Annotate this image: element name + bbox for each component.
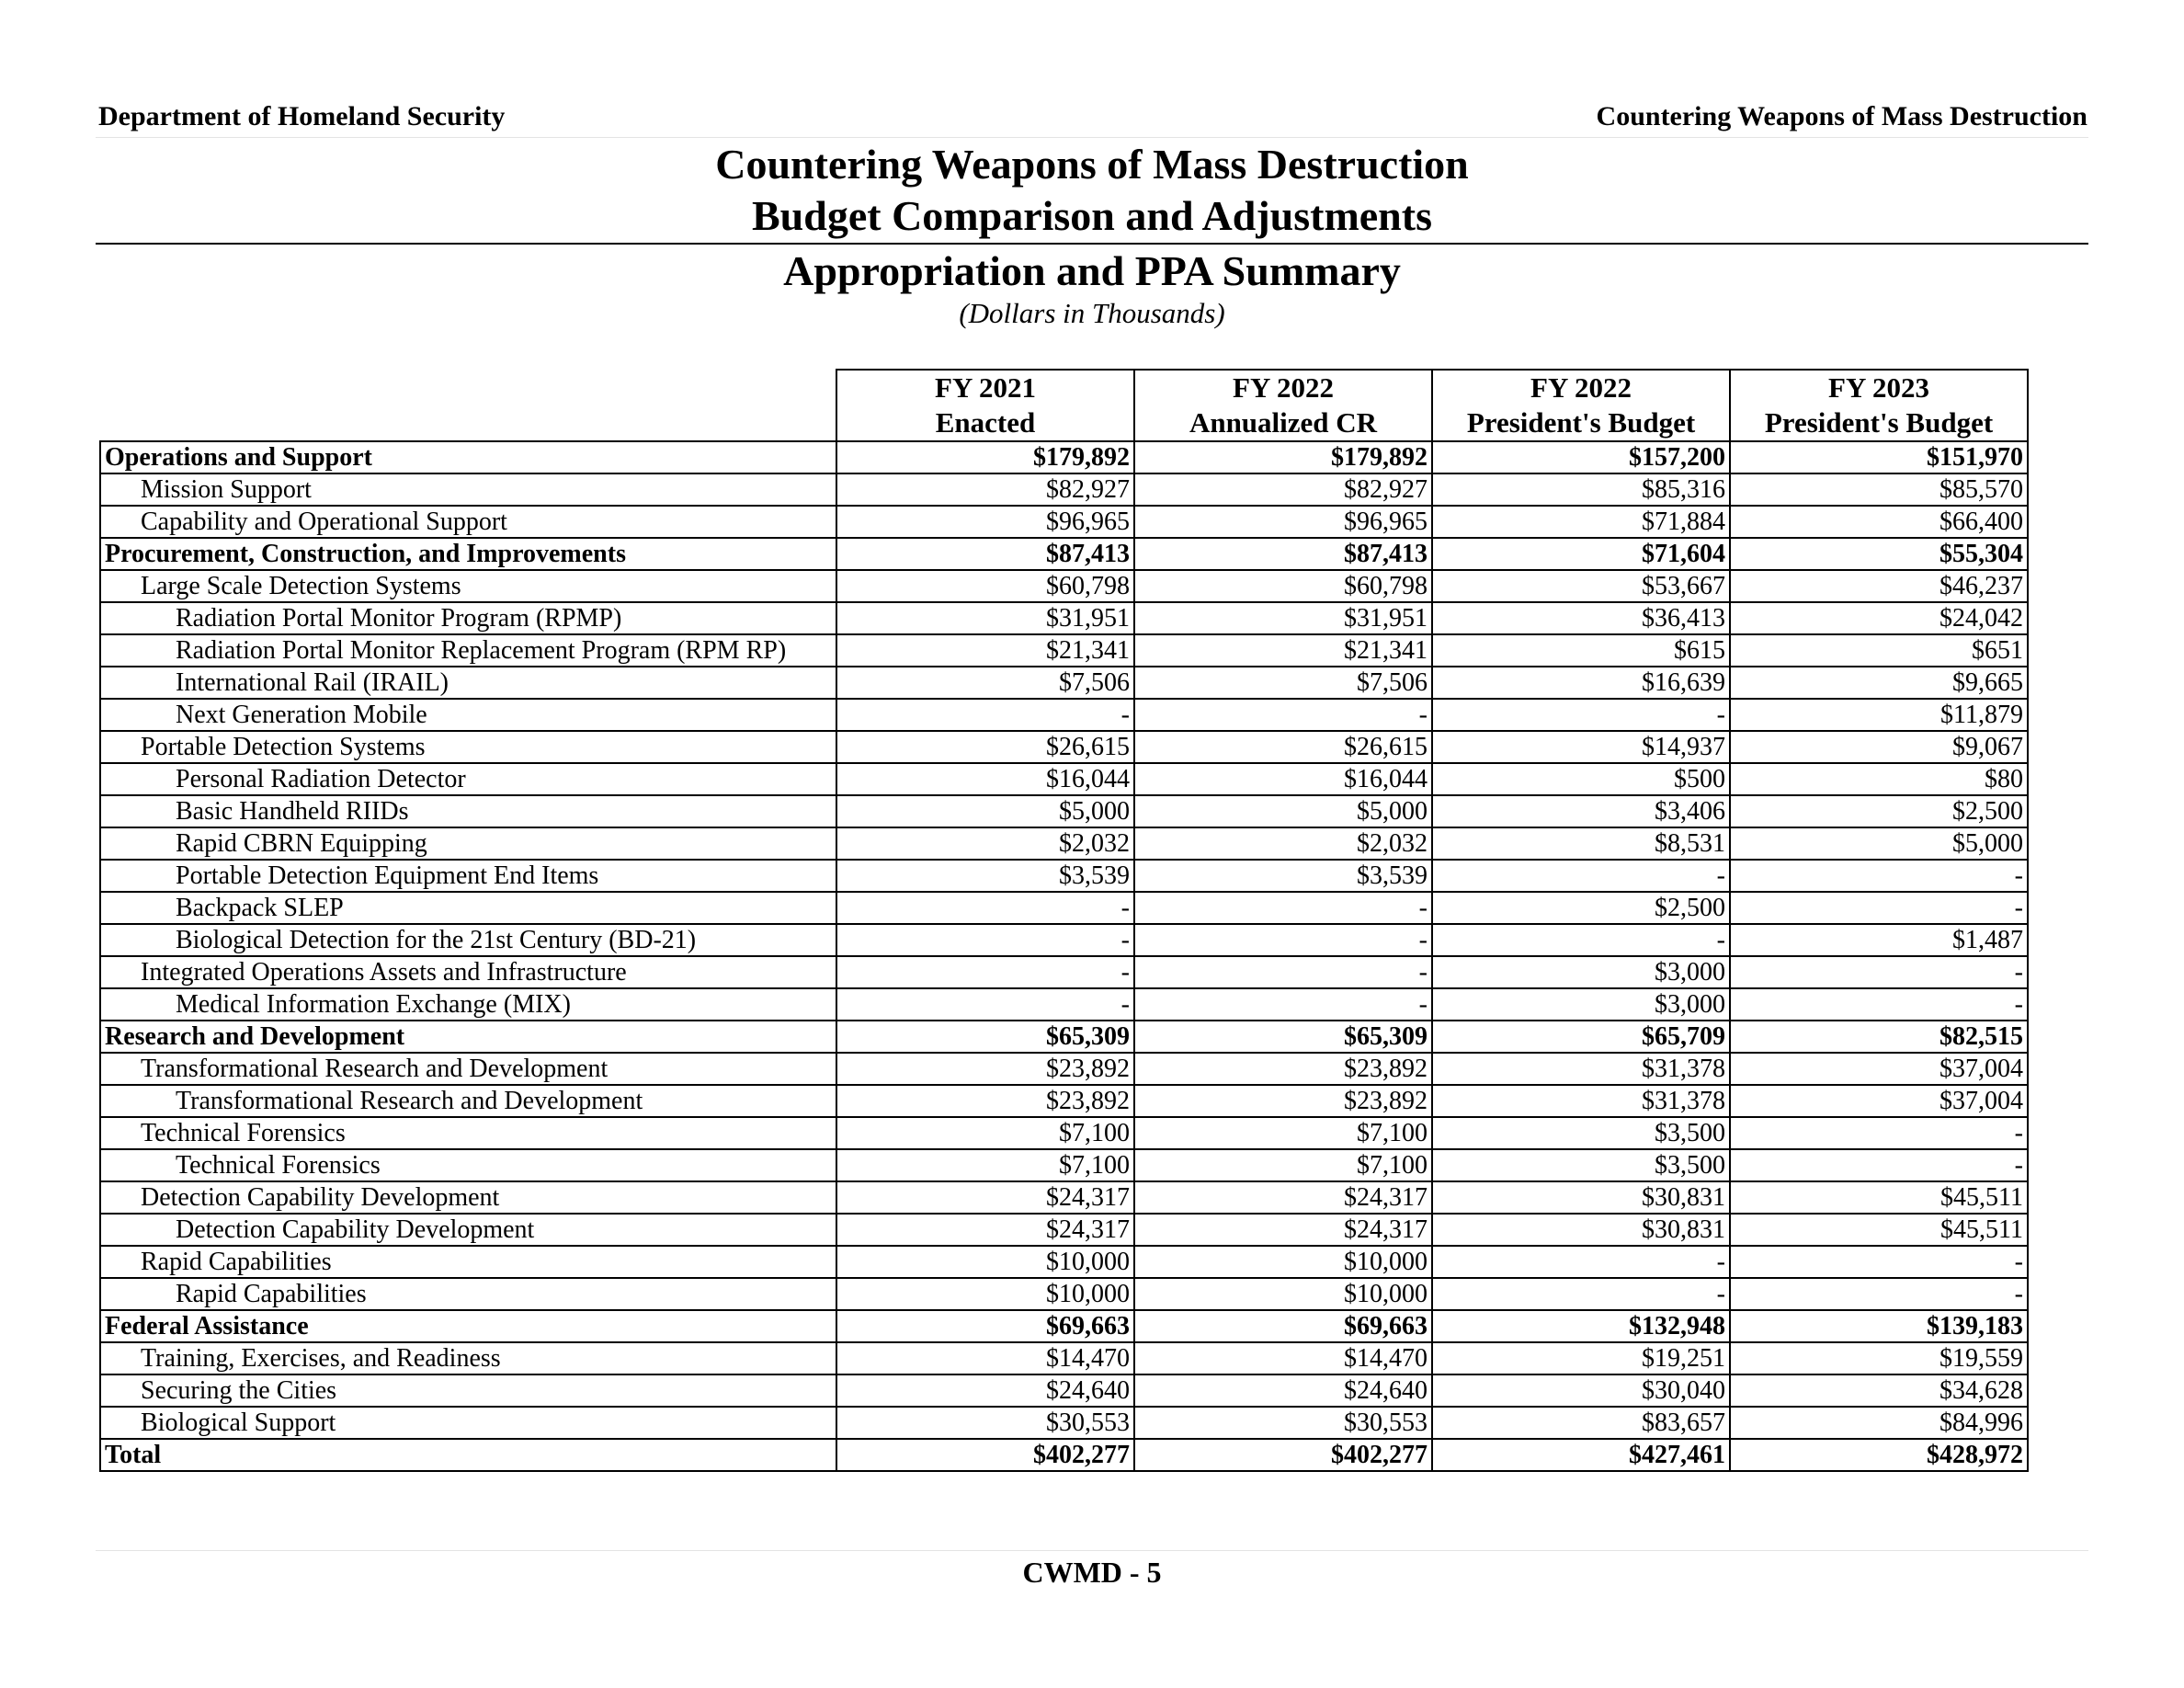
amount-cell: $45,511 bbox=[1730, 1214, 2028, 1246]
row-label: Radiation Portal Monitor Replacement Program (RPM RP) bbox=[100, 634, 836, 667]
amount-cell: $24,640 bbox=[836, 1374, 1134, 1407]
table-row bbox=[100, 667, 2028, 699]
amount-cell: $24,317 bbox=[1134, 1181, 1432, 1214]
amount-cell: - bbox=[1134, 699, 1432, 731]
amount-cell: $24,042 bbox=[1730, 602, 2028, 634]
amount-cell: $84,996 bbox=[1730, 1407, 2028, 1439]
amount-cell: $139,183 bbox=[1730, 1310, 2028, 1342]
amount-cell: $5,000 bbox=[1730, 827, 2028, 860]
table-row bbox=[100, 1246, 2028, 1278]
amount-cell: $24,640 bbox=[1134, 1374, 1432, 1407]
amount-cell: $3,500 bbox=[1432, 1149, 1730, 1181]
amount-cell: - bbox=[836, 956, 1134, 988]
section-title: Appropriation and PPA Summary bbox=[783, 247, 1401, 294]
amount-cell: - bbox=[836, 988, 1134, 1021]
table-row bbox=[100, 1439, 2028, 1471]
amount-cell: $427,461 bbox=[1432, 1439, 1730, 1471]
amount-cell: $24,317 bbox=[836, 1214, 1134, 1246]
amount-cell: $69,663 bbox=[1134, 1310, 1432, 1342]
table-row bbox=[100, 441, 2028, 473]
header-component: Countering Weapons of Mass Destruction bbox=[1596, 101, 2087, 131]
row-label: Operations and Support bbox=[100, 441, 836, 473]
row-label: Integrated Operations Assets and Infrastructure bbox=[100, 956, 836, 988]
table-row bbox=[100, 795, 2028, 827]
amount-cell: $65,309 bbox=[1134, 1021, 1432, 1053]
amount-cell: $7,100 bbox=[1134, 1149, 1432, 1181]
amount-cell: $96,965 bbox=[836, 506, 1134, 538]
amount-cell: $151,970 bbox=[1730, 441, 2028, 473]
amount-cell: $85,316 bbox=[1432, 473, 1730, 506]
amount-cell: $21,341 bbox=[836, 634, 1134, 667]
column-header bbox=[836, 370, 1134, 441]
amount-cell: $2,500 bbox=[1730, 795, 2028, 827]
amount-cell: $87,413 bbox=[1134, 538, 1432, 570]
amount-cell: $2,032 bbox=[836, 827, 1134, 860]
amount-cell: - bbox=[836, 699, 1134, 731]
row-label: Detection Capability Development bbox=[100, 1181, 836, 1214]
column-header-year: FY 2022 bbox=[1233, 371, 1334, 404]
amount-cell: $80 bbox=[1730, 763, 2028, 795]
amount-cell: $1,487 bbox=[1730, 924, 2028, 956]
table-row bbox=[100, 570, 2028, 602]
table-row bbox=[100, 892, 2028, 924]
amount-cell: - bbox=[1432, 924, 1730, 956]
amount-cell: $26,615 bbox=[836, 731, 1134, 763]
column-header-year: FY 2023 bbox=[1828, 371, 1929, 404]
amount-cell: $71,884 bbox=[1432, 506, 1730, 538]
amount-cell: $428,972 bbox=[1730, 1439, 2028, 1471]
amount-cell: $60,798 bbox=[1134, 570, 1432, 602]
row-label: Total bbox=[100, 1439, 836, 1471]
amount-cell: $66,400 bbox=[1730, 506, 2028, 538]
amount-cell: $23,892 bbox=[1134, 1085, 1432, 1117]
amount-cell: $37,004 bbox=[1730, 1085, 2028, 1117]
row-label: Radiation Portal Monitor Program (RPMP) bbox=[100, 602, 836, 634]
ppa-summary-table bbox=[99, 369, 2029, 1472]
amount-cell: $8,531 bbox=[1432, 827, 1730, 860]
table-row bbox=[100, 1117, 2028, 1149]
row-label: Basic Handheld RIIDs bbox=[100, 795, 836, 827]
amount-cell: $10,000 bbox=[1134, 1246, 1432, 1278]
header-divider bbox=[96, 137, 2088, 138]
amount-cell: $19,251 bbox=[1432, 1342, 1730, 1374]
table-row bbox=[100, 1053, 2028, 1085]
row-label: Next Generation Mobile bbox=[100, 699, 836, 731]
row-label: Transformational Research and Development bbox=[100, 1085, 836, 1117]
row-label: Securing the Cities bbox=[100, 1374, 836, 1407]
column-header-type: President's Budget bbox=[1764, 406, 1994, 439]
amount-cell: $7,506 bbox=[1134, 667, 1432, 699]
amount-cell: - bbox=[1730, 1149, 2028, 1181]
amount-cell: $87,413 bbox=[836, 538, 1134, 570]
amount-cell: $60,798 bbox=[836, 570, 1134, 602]
amount-cell: $45,511 bbox=[1730, 1181, 2028, 1214]
row-label: Rapid Capabilities bbox=[100, 1278, 836, 1310]
column-header-type: Annualized CR bbox=[1189, 406, 1378, 439]
amount-cell: $23,892 bbox=[836, 1085, 1134, 1117]
title-divider bbox=[96, 243, 2088, 245]
table-row bbox=[100, 506, 2028, 538]
table-row bbox=[100, 763, 2028, 795]
amount-cell: - bbox=[1730, 1246, 2028, 1278]
amount-cell: $82,927 bbox=[836, 473, 1134, 506]
table-row bbox=[100, 731, 2028, 763]
table-row bbox=[100, 538, 2028, 570]
amount-cell: - bbox=[1730, 988, 2028, 1021]
amount-cell: - bbox=[1432, 860, 1730, 892]
table-row bbox=[100, 634, 2028, 667]
table-row bbox=[100, 699, 2028, 731]
units-subtitle: (Dollars in Thousands) bbox=[959, 297, 1225, 329]
amount-cell: $9,665 bbox=[1730, 667, 2028, 699]
amount-cell: $179,892 bbox=[836, 441, 1134, 473]
row-label: Procurement, Construction, and Improvements bbox=[100, 538, 836, 570]
column-header bbox=[1432, 370, 1730, 441]
amount-cell: $10,000 bbox=[836, 1278, 1134, 1310]
amount-cell: $23,892 bbox=[836, 1053, 1134, 1085]
amount-cell: $71,604 bbox=[1432, 538, 1730, 570]
row-label: Rapid CBRN Equipping bbox=[100, 827, 836, 860]
amount-cell: $2,032 bbox=[1134, 827, 1432, 860]
amount-cell: - bbox=[1432, 1278, 1730, 1310]
amount-cell: $132,948 bbox=[1432, 1310, 1730, 1342]
row-label: Capability and Operational Support bbox=[100, 506, 836, 538]
amount-cell: $24,317 bbox=[836, 1181, 1134, 1214]
table-row bbox=[100, 1310, 2028, 1342]
amount-cell: $24,317 bbox=[1134, 1214, 1432, 1246]
amount-cell: $7,506 bbox=[836, 667, 1134, 699]
amount-cell: $37,004 bbox=[1730, 1053, 2028, 1085]
table-row bbox=[100, 1149, 2028, 1181]
amount-cell: $3,539 bbox=[836, 860, 1134, 892]
amount-cell: $10,000 bbox=[836, 1246, 1134, 1278]
column-header-type: Enacted bbox=[935, 406, 1036, 439]
amount-cell: $3,539 bbox=[1134, 860, 1432, 892]
amount-cell: $402,277 bbox=[836, 1439, 1134, 1471]
header-blank-cell bbox=[100, 370, 836, 441]
amount-cell: $651 bbox=[1730, 634, 2028, 667]
column-header bbox=[1730, 370, 2028, 441]
amount-cell: $30,040 bbox=[1432, 1374, 1730, 1407]
amount-cell: - bbox=[1134, 924, 1432, 956]
amount-cell: - bbox=[1730, 892, 2028, 924]
table-row bbox=[100, 827, 2028, 860]
table-row bbox=[100, 473, 2028, 506]
page-number: CWMD - 5 bbox=[1022, 1556, 1162, 1589]
page-title-line2: Budget Comparison and Adjustments bbox=[752, 192, 1432, 239]
amount-cell: $34,628 bbox=[1730, 1374, 2028, 1407]
row-label: Rapid Capabilities bbox=[100, 1246, 836, 1278]
amount-cell: $16,044 bbox=[836, 763, 1134, 795]
amount-cell: $157,200 bbox=[1432, 441, 1730, 473]
amount-cell: $31,378 bbox=[1432, 1053, 1730, 1085]
amount-cell: $23,892 bbox=[1134, 1053, 1432, 1085]
amount-cell: $31,951 bbox=[1134, 602, 1432, 634]
amount-cell: $500 bbox=[1432, 763, 1730, 795]
table-row bbox=[100, 1021, 2028, 1053]
amount-cell: $16,639 bbox=[1432, 667, 1730, 699]
table-row bbox=[100, 1278, 2028, 1310]
amount-cell: $14,937 bbox=[1432, 731, 1730, 763]
row-label: Backpack SLEP bbox=[100, 892, 836, 924]
row-label: Detection Capability Development bbox=[100, 1214, 836, 1246]
table-row bbox=[100, 1214, 2028, 1246]
amount-cell: - bbox=[1432, 699, 1730, 731]
amount-cell: $36,413 bbox=[1432, 602, 1730, 634]
amount-cell: $14,470 bbox=[836, 1342, 1134, 1374]
amount-cell: $65,709 bbox=[1432, 1021, 1730, 1053]
row-label: Large Scale Detection Systems bbox=[100, 570, 836, 602]
table-row bbox=[100, 602, 2028, 634]
amount-cell: $14,470 bbox=[1134, 1342, 1432, 1374]
amount-cell: - bbox=[836, 924, 1134, 956]
amount-cell: $31,378 bbox=[1432, 1085, 1730, 1117]
amount-cell: $5,000 bbox=[836, 795, 1134, 827]
amount-cell: $82,927 bbox=[1134, 473, 1432, 506]
row-label: Training, Exercises, and Readiness bbox=[100, 1342, 836, 1374]
amount-cell: - bbox=[1134, 956, 1432, 988]
amount-cell: $31,951 bbox=[836, 602, 1134, 634]
amount-cell: $3,500 bbox=[1432, 1117, 1730, 1149]
amount-cell: - bbox=[1730, 1117, 2028, 1149]
amount-cell: $30,553 bbox=[1134, 1407, 1432, 1439]
table-row bbox=[100, 1181, 2028, 1214]
footer-divider bbox=[96, 1550, 2088, 1551]
table-row bbox=[100, 956, 2028, 988]
row-label: Technical Forensics bbox=[100, 1149, 836, 1181]
amount-cell: $9,067 bbox=[1730, 731, 2028, 763]
column-header-year: FY 2022 bbox=[1530, 371, 1632, 404]
amount-cell: $3,000 bbox=[1432, 956, 1730, 988]
amount-cell: $96,965 bbox=[1134, 506, 1432, 538]
amount-cell: $55,304 bbox=[1730, 538, 2028, 570]
amount-cell: $82,515 bbox=[1730, 1021, 2028, 1053]
amount-cell: $30,831 bbox=[1432, 1214, 1730, 1246]
table-row bbox=[100, 924, 2028, 956]
column-header-year: FY 2021 bbox=[935, 371, 1036, 404]
row-label: Mission Support bbox=[100, 473, 836, 506]
table-row bbox=[100, 860, 2028, 892]
amount-cell: $83,657 bbox=[1432, 1407, 1730, 1439]
amount-cell: $85,570 bbox=[1730, 473, 2028, 506]
amount-cell: $3,406 bbox=[1432, 795, 1730, 827]
amount-cell: - bbox=[1730, 956, 2028, 988]
row-label: Portable Detection Equipment End Items bbox=[100, 860, 836, 892]
amount-cell: - bbox=[836, 892, 1134, 924]
row-label: Technical Forensics bbox=[100, 1117, 836, 1149]
table-row bbox=[100, 1085, 2028, 1117]
page-title: Countering Weapons of Mass Destruction bbox=[715, 141, 1469, 188]
amount-cell: $2,500 bbox=[1432, 892, 1730, 924]
row-label: Transformational Research and Development bbox=[100, 1053, 836, 1085]
row-label: Research and Development bbox=[100, 1021, 836, 1053]
amount-cell: - bbox=[1134, 892, 1432, 924]
amount-cell: - bbox=[1730, 860, 2028, 892]
table-row bbox=[100, 1374, 2028, 1407]
column-header-type: President's Budget bbox=[1466, 406, 1696, 439]
amount-cell: $179,892 bbox=[1134, 441, 1432, 473]
amount-cell: $402,277 bbox=[1134, 1439, 1432, 1471]
row-label: Biological Support bbox=[100, 1407, 836, 1439]
amount-cell: $53,667 bbox=[1432, 570, 1730, 602]
table-row bbox=[100, 1407, 2028, 1439]
row-label: Biological Detection for the 21st Century (BD-21) bbox=[100, 924, 836, 956]
amount-cell: $16,044 bbox=[1134, 763, 1432, 795]
amount-cell: - bbox=[1730, 1278, 2028, 1310]
row-label: Federal Assistance bbox=[100, 1310, 836, 1342]
header-department: Department of Homeland Security bbox=[98, 101, 506, 131]
table-row bbox=[100, 1342, 2028, 1374]
amount-cell: - bbox=[1432, 1246, 1730, 1278]
row-label: Portable Detection Systems bbox=[100, 731, 836, 763]
amount-cell: $69,663 bbox=[836, 1310, 1134, 1342]
amount-cell: $5,000 bbox=[1134, 795, 1432, 827]
amount-cell: $30,553 bbox=[836, 1407, 1134, 1439]
amount-cell: $7,100 bbox=[836, 1117, 1134, 1149]
row-label: Personal Radiation Detector bbox=[100, 763, 836, 795]
amount-cell: $46,237 bbox=[1730, 570, 2028, 602]
amount-cell: $3,000 bbox=[1432, 988, 1730, 1021]
amount-cell: $21,341 bbox=[1134, 634, 1432, 667]
amount-cell: $7,100 bbox=[836, 1149, 1134, 1181]
amount-cell: $615 bbox=[1432, 634, 1730, 667]
amount-cell: $7,100 bbox=[1134, 1117, 1432, 1149]
amount-cell: - bbox=[1134, 988, 1432, 1021]
table-header-row bbox=[100, 370, 2028, 441]
amount-cell: $26,615 bbox=[1134, 731, 1432, 763]
column-header bbox=[1134, 370, 1432, 441]
amount-cell: $19,559 bbox=[1730, 1342, 2028, 1374]
table-row bbox=[100, 988, 2028, 1021]
amount-cell: $30,831 bbox=[1432, 1181, 1730, 1214]
amount-cell: $65,309 bbox=[836, 1021, 1134, 1053]
row-label: Medical Information Exchange (MIX) bbox=[100, 988, 836, 1021]
amount-cell: $10,000 bbox=[1134, 1278, 1432, 1310]
amount-cell: $11,879 bbox=[1730, 699, 2028, 731]
row-label: International Rail (IRAIL) bbox=[100, 667, 836, 699]
table-body bbox=[100, 441, 2028, 1471]
